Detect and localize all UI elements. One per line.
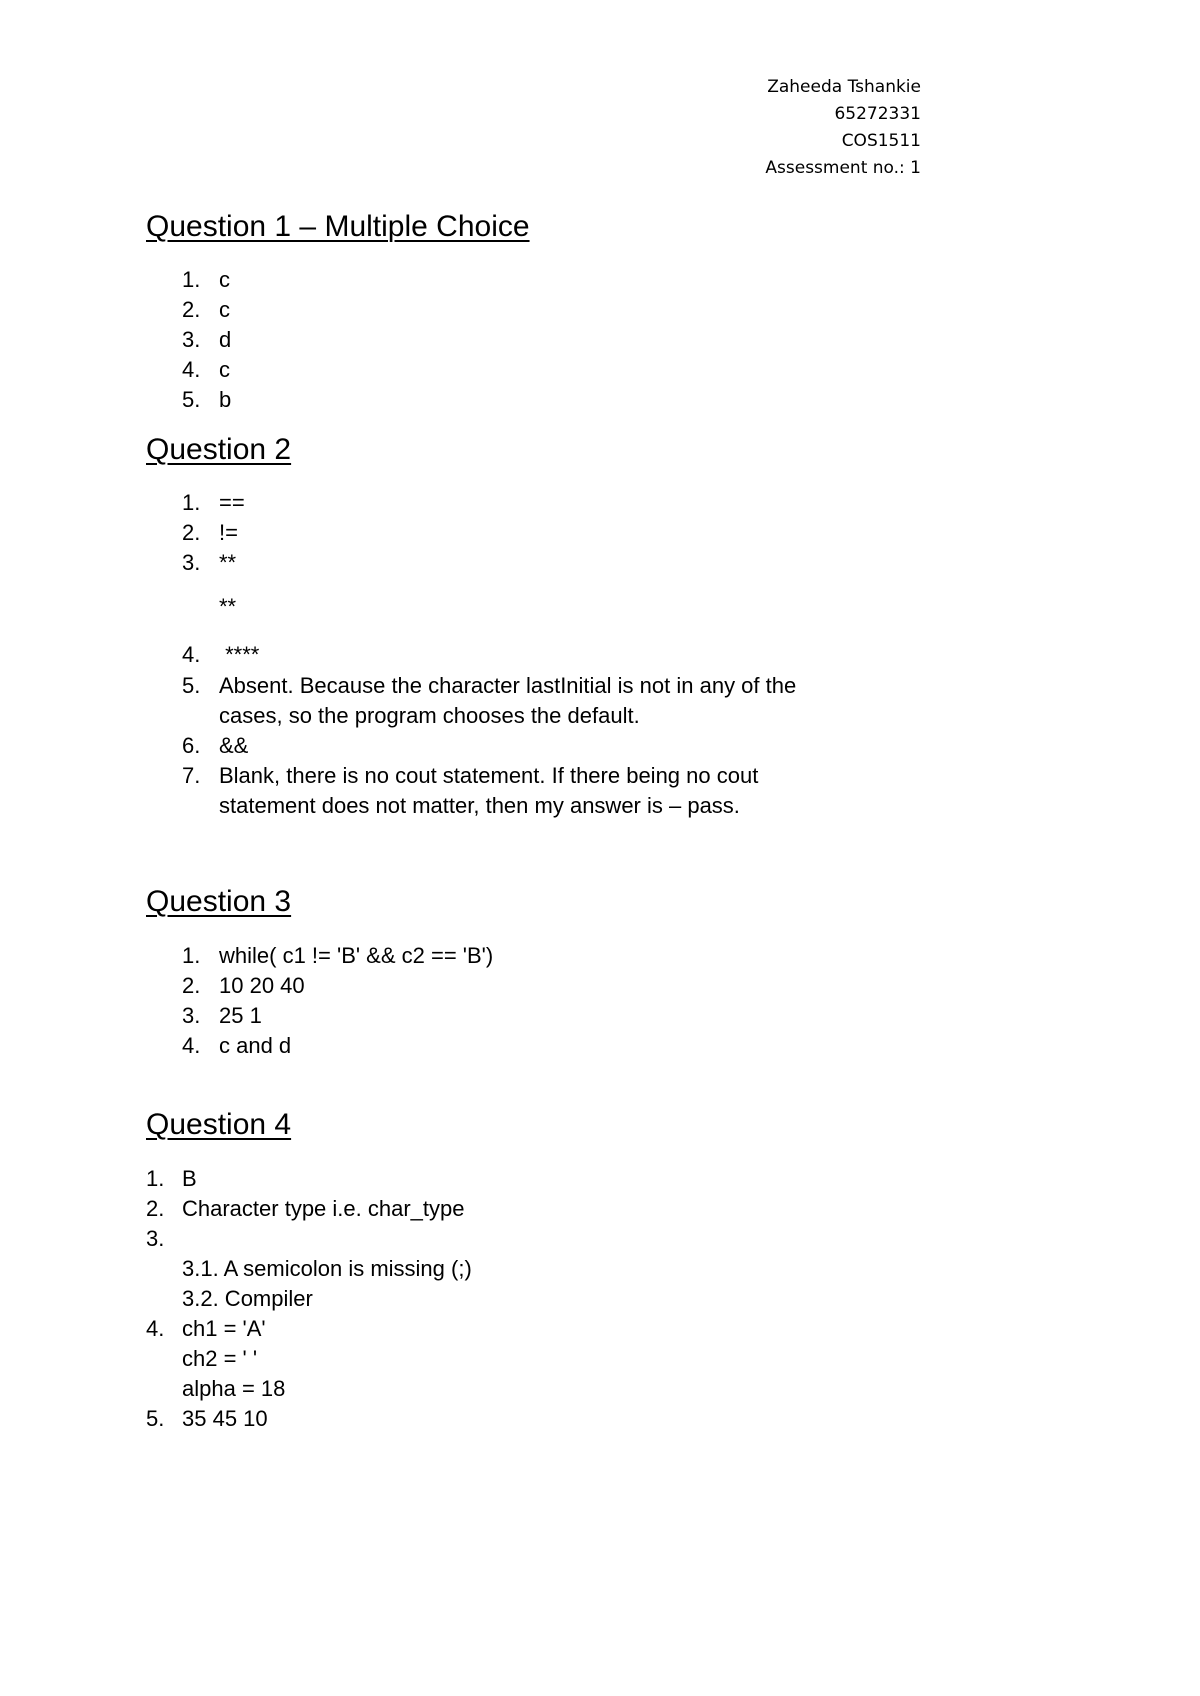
item-text: while( c1 != 'B' && c2 == 'B') bbox=[219, 943, 494, 968]
item-text: 3.1. A semicolon is missing (;) bbox=[182, 1256, 472, 1281]
item-text: Character type i.e. char_type bbox=[182, 1196, 465, 1221]
student-header bbox=[765, 74, 921, 182]
item-text: ch2 = ' ' bbox=[182, 1346, 258, 1371]
q4-title: Question 4 bbox=[146, 1108, 292, 1141]
item-number: 2. bbox=[182, 973, 201, 998]
item-text: 10 20 40 bbox=[219, 973, 305, 998]
student-number: 65272331 bbox=[834, 104, 921, 124]
item-text: alpha = 18 bbox=[182, 1376, 286, 1401]
item-number: 2. bbox=[182, 520, 201, 545]
item-number: 1. bbox=[182, 490, 201, 515]
item-text: == bbox=[219, 490, 245, 515]
item-text: statement does not matter, then my answer is – pass. bbox=[219, 793, 740, 818]
item-number: 1. bbox=[182, 943, 201, 968]
item-number: 3. bbox=[146, 1226, 165, 1251]
module-code: COS1511 bbox=[841, 131, 921, 151]
item-text: && bbox=[219, 733, 249, 758]
item-text: c bbox=[219, 297, 230, 322]
item-number: 4. bbox=[182, 642, 201, 667]
item-number: 6. bbox=[182, 733, 201, 758]
item-number: 2. bbox=[146, 1196, 165, 1221]
item-text: c and d bbox=[219, 1033, 292, 1058]
item-text: 35 45 10 bbox=[182, 1406, 268, 1431]
item-text: 3.2. Compiler bbox=[182, 1286, 313, 1311]
item-text: c bbox=[219, 267, 230, 292]
q2-title: Question 2 bbox=[146, 433, 292, 466]
item-number: 1. bbox=[182, 267, 201, 292]
item-number: 7. bbox=[182, 763, 201, 788]
item-text: ** bbox=[219, 550, 237, 575]
item-text: c bbox=[219, 357, 230, 382]
item-number: 3. bbox=[182, 327, 201, 352]
item-text: Absent. Because the character lastInitial is not in any of the bbox=[219, 673, 797, 698]
item-text: b bbox=[219, 387, 232, 412]
item-text: **** bbox=[219, 642, 260, 667]
item-text: Blank, there is no cout statement. If there being no cout bbox=[219, 763, 759, 788]
item-text: != bbox=[219, 520, 238, 545]
item-number: 1. bbox=[146, 1166, 165, 1191]
q1-title: Question 1 – Multiple Choice bbox=[146, 210, 530, 243]
item-number: 3. bbox=[182, 1003, 201, 1028]
item-number: 5. bbox=[146, 1406, 165, 1431]
assessment-number: Assessment no.: 1 bbox=[765, 158, 921, 178]
item-number: 4. bbox=[182, 357, 201, 382]
item-number: 4. bbox=[146, 1316, 165, 1341]
item-text: ** bbox=[219, 594, 237, 619]
item-number: 4. bbox=[182, 1033, 201, 1058]
q3-title: Question 3 bbox=[146, 885, 292, 918]
item-text: d bbox=[219, 327, 232, 352]
item-number: 5. bbox=[182, 673, 201, 698]
item-number: 3. bbox=[182, 550, 201, 575]
item-number: 2. bbox=[182, 297, 201, 322]
item-text: B bbox=[182, 1166, 197, 1191]
student-name: Zaheeda Tshankie bbox=[767, 77, 921, 97]
item-text: 25 1 bbox=[219, 1003, 262, 1028]
item-text: cases, so the program chooses the default. bbox=[219, 703, 640, 728]
item-text: ch1 = 'A' bbox=[182, 1316, 266, 1341]
item-number: 5. bbox=[182, 387, 201, 412]
